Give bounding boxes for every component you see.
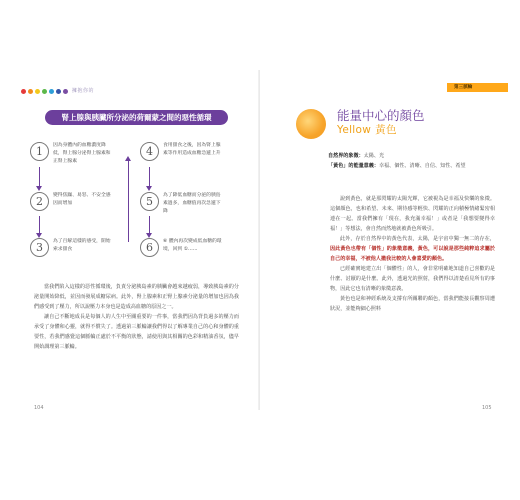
arrow-down-icon (39, 216, 40, 234)
step-text: 為了百解這樣的感受，開始索求甜食 (53, 239, 111, 252)
step-number: 4 (140, 142, 159, 161)
step-text: ⑥ 體內再次變成低血糖的環境，回到 ①…… (163, 239, 222, 252)
meta-label: 「黃色」的能量意義： (328, 163, 379, 169)
cycle-step-5 (140, 192, 225, 216)
page-number: 105 (482, 405, 492, 411)
paragraph (330, 264, 495, 294)
diagram-title: 腎上腺與胰臟所分泌的荷爾蒙之間的惡性循環 (45, 110, 228, 125)
cycle-step-1 (30, 142, 115, 166)
page-number: 104 (34, 405, 44, 411)
cycle-step-6 (140, 238, 225, 257)
arrow-down-icon (149, 216, 150, 234)
book-spread (12, 70, 508, 410)
color-dot (49, 89, 54, 94)
arrow-down-icon (149, 167, 150, 187)
color-dot-row (21, 89, 68, 94)
step-number: 3 (30, 238, 49, 257)
color-dot (28, 89, 33, 94)
color-name-en: Yellow (337, 124, 372, 136)
cycle-step-2 (30, 192, 115, 211)
arrow-up-icon (128, 160, 129, 242)
color-name-zh: 黃色 (375, 124, 397, 136)
color-subheading (337, 122, 397, 137)
cycle-diagram (30, 142, 240, 272)
paragraph (330, 234, 495, 264)
step-number: 1 (30, 142, 49, 161)
chapter-tab: 第三脈輪 (447, 83, 508, 92)
text-run: 已經確實地建立出「個體性」的人，會非常明確地知道自己喜歡的是什麼、討厭的是什麼。此外，透過光的照射，我們得以清楚看見所有的事物，因此它也有清晰的象徵意義。 (330, 266, 495, 292)
right-body-text (330, 194, 495, 314)
meta-value: 幸福、個性、清晰、自信、知性、希望 (378, 163, 466, 169)
meta-label: 自然界的象徵： (328, 153, 364, 159)
section-heading: 能量中心的顏色 (337, 108, 425, 123)
arrow-down-icon (39, 167, 40, 187)
left-page (12, 70, 260, 410)
step-number: 5 (140, 192, 159, 211)
step-text: 變得焦躁、易怒、不安全感因而增加 (53, 193, 111, 206)
paragraph (330, 294, 495, 314)
step-number: 6 (140, 238, 159, 257)
color-dot (63, 89, 68, 94)
meta-value: 太陽、光 (363, 153, 385, 159)
right-page (260, 70, 508, 410)
paragraph: 當我們陷入這樣的惡性循環後，負責分泌胰島素的胰臟會越來越疲弱，導致胰島素的分泌量開始降低，並因而發展成糖尿病。此外，腎上腺素和正腎上腺素分泌量的增加也因為我們感受到了壓力，所以說壓力本身也是造成高血糖的原因之一。 (34, 284, 239, 310)
cycle-step-4 (140, 142, 225, 161)
step-text: 食用甜食之後，因為腎上腺素等作用造成血糖急遽上升 (163, 143, 221, 156)
color-dot (42, 89, 47, 94)
meta-line (328, 151, 494, 161)
text-run: 說到黃色，就是那閃耀的太陽光輝，它被視為是幸福及快樂的象徵。這個顏色，也和希望、未來、期待感等輕快、閃耀的正向積極情緒緊密相連在一起。當我們擁有「現在，我充滿幸福！」或者是「我想要變得幸福！」等想法，會自然而然地就被黃色所吸引。 (330, 196, 495, 232)
color-dot (35, 89, 40, 94)
left-body-text (34, 282, 239, 352)
series-label: 擁抱你的 (72, 88, 95, 94)
color-meta (328, 151, 494, 171)
highlighted-text: 因此黃色也帶有「個性」的象徵意義，黃色，可以說是那些純粹追求屬於自己的幸福，不被他人撤我比較的人會喜愛的顏色。 (330, 246, 495, 262)
step-text: 因為身體內的血糖濃度降低，腎上腺分泌腎上腺素和正腎上腺素 (53, 143, 111, 164)
text-run: 此外，存於自然界中的黃色代表，太陽，是宇宙中獨一無二的存在， (340, 236, 495, 242)
paragraph: 讓自己不斷地成長是每個人的人生中至關重要的一件事，當我們因為背負過多的壓力而承受了身體和心靈，就得不償失了。透過第三脈輪讓我們得以了解專業自己的心和身體的重要性，若我們感覺這個脈輪正處於不平衡的狀態，請使用與其相關的色彩和精油香氛，儘早開始調理第三脈輪。 (34, 314, 239, 350)
text-run: 黃色也是和神經系統及支撐有所關聯的顏色，當我們能接長觀察周遭狀況，並能夠細心照料 (330, 296, 495, 312)
color-dot (56, 89, 61, 94)
meta-line (328, 161, 494, 171)
sun-icon (296, 109, 326, 139)
step-number: 2 (30, 192, 49, 211)
step-text: 為了降低血糖而分泌的胰島素過多，血糖值再次急遽下降 (163, 193, 221, 214)
color-dot (21, 89, 26, 94)
cycle-step-3 (30, 238, 115, 257)
paragraph (330, 194, 495, 234)
